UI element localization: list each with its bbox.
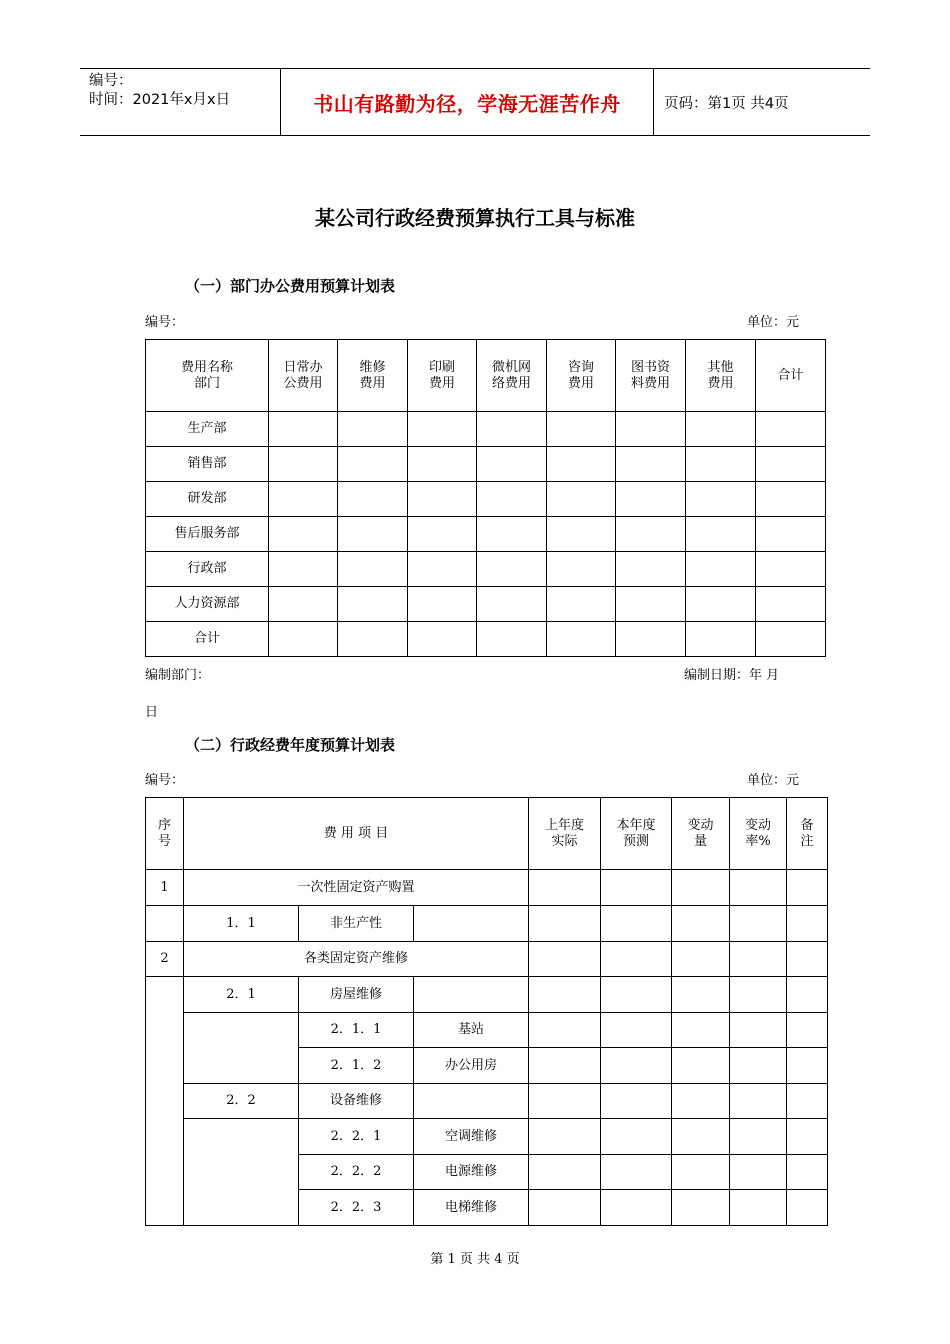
header-number-label: 编号： <box>89 73 133 89</box>
row-label: 售后服务部 <box>146 517 269 552</box>
table-row: 2．2．1 空调维修 <box>146 1119 828 1155</box>
prepared-date-label: 编制日期：年 月 <box>684 668 780 683</box>
header-cell: 其他 费用 <box>686 340 756 412</box>
row-label: 人力资源部 <box>146 587 269 622</box>
dept-budget-table <box>145 339 826 657</box>
prepared-dept-label: 编制部门： <box>145 668 211 683</box>
table-row <box>146 517 826 552</box>
row-label: 合计 <box>146 622 269 657</box>
table-row <box>146 622 826 657</box>
row-label: 研发部 <box>146 482 269 517</box>
row-label: 行政部 <box>146 552 269 587</box>
table-row: 2．2．2 电源维修 <box>146 1155 828 1190</box>
table-row: 2．1．2 办公用房 <box>146 1048 828 1084</box>
header-cell: 费用名称 部门 <box>146 340 269 412</box>
section1-number-label: 编号： <box>145 315 185 330</box>
row-label: 销售部 <box>146 447 269 482</box>
table-header-row <box>146 340 826 412</box>
table-row: 1．1 非生产性 <box>146 906 828 942</box>
prepared-day-label: 日 <box>145 705 159 720</box>
header-cell: 印刷 费用 <box>408 340 477 412</box>
section1-unit-label: 单位：元 <box>747 315 800 330</box>
page-header <box>80 68 870 136</box>
annual-budget-table <box>145 797 828 1226</box>
header-cell: 微机网 络费用 <box>477 340 547 412</box>
table-row: 2 各类固定资产维修 <box>146 942 828 977</box>
header-cell: 日常办 公费用 <box>269 340 338 412</box>
row-label: 生产部 <box>146 412 269 447</box>
header-cell-note: 备 注 <box>787 798 828 870</box>
header-left <box>80 69 281 135</box>
header-cell-change-rate: 变动 率% <box>730 798 787 870</box>
header-cell: 合计 <box>756 340 826 412</box>
table-row <box>146 552 826 587</box>
header-page-label: 页码：第1页 共4页 <box>664 95 789 112</box>
table-row: 1 一次性固定资产购置 <box>146 870 828 906</box>
header-cell: 图书资 料费用 <box>616 340 686 412</box>
header-cell-last-year: 上年度 实际 <box>529 798 601 870</box>
table-header-row <box>146 798 828 870</box>
table-row <box>146 412 826 447</box>
section2-number-label: 编号： <box>145 773 185 788</box>
document-title: 某公司行政经费预算执行工具与标准 <box>315 206 635 230</box>
header-cell-change: 变动 量 <box>672 798 730 870</box>
table-row: 2．2 设备维修 <box>146 1084 828 1119</box>
header-time-label: 时间：2021年x月x日 <box>89 92 231 108</box>
header-cell-this-year: 本年度 预测 <box>601 798 672 870</box>
section1-title: （一）部门办公费用预算计划表 <box>185 277 396 295</box>
header-cell: 维修 费用 <box>338 340 408 412</box>
table-row: 2．1 房屋维修 <box>146 977 828 1013</box>
header-cell-item: 费 用 项 目 <box>184 798 529 870</box>
page-footer: 第 1 页 共 4 页 <box>430 1252 520 1267</box>
table-row: 2．1．1 基站 <box>146 1013 828 1048</box>
section2-title: （二）行政经费年度预算计划表 <box>185 736 396 754</box>
table-row <box>146 447 826 482</box>
header-cell: 咨询 费用 <box>547 340 616 412</box>
table-row: 2．2．3 电梯维修 <box>146 1190 828 1226</box>
header-cell-seq: 序 号 <box>146 798 184 870</box>
section2-unit-label: 单位：元 <box>747 773 800 788</box>
table-row <box>146 482 826 517</box>
table-row <box>146 587 826 622</box>
header-motto: 书山有路勤为径，学海无涯苦作舟 <box>281 69 654 135</box>
